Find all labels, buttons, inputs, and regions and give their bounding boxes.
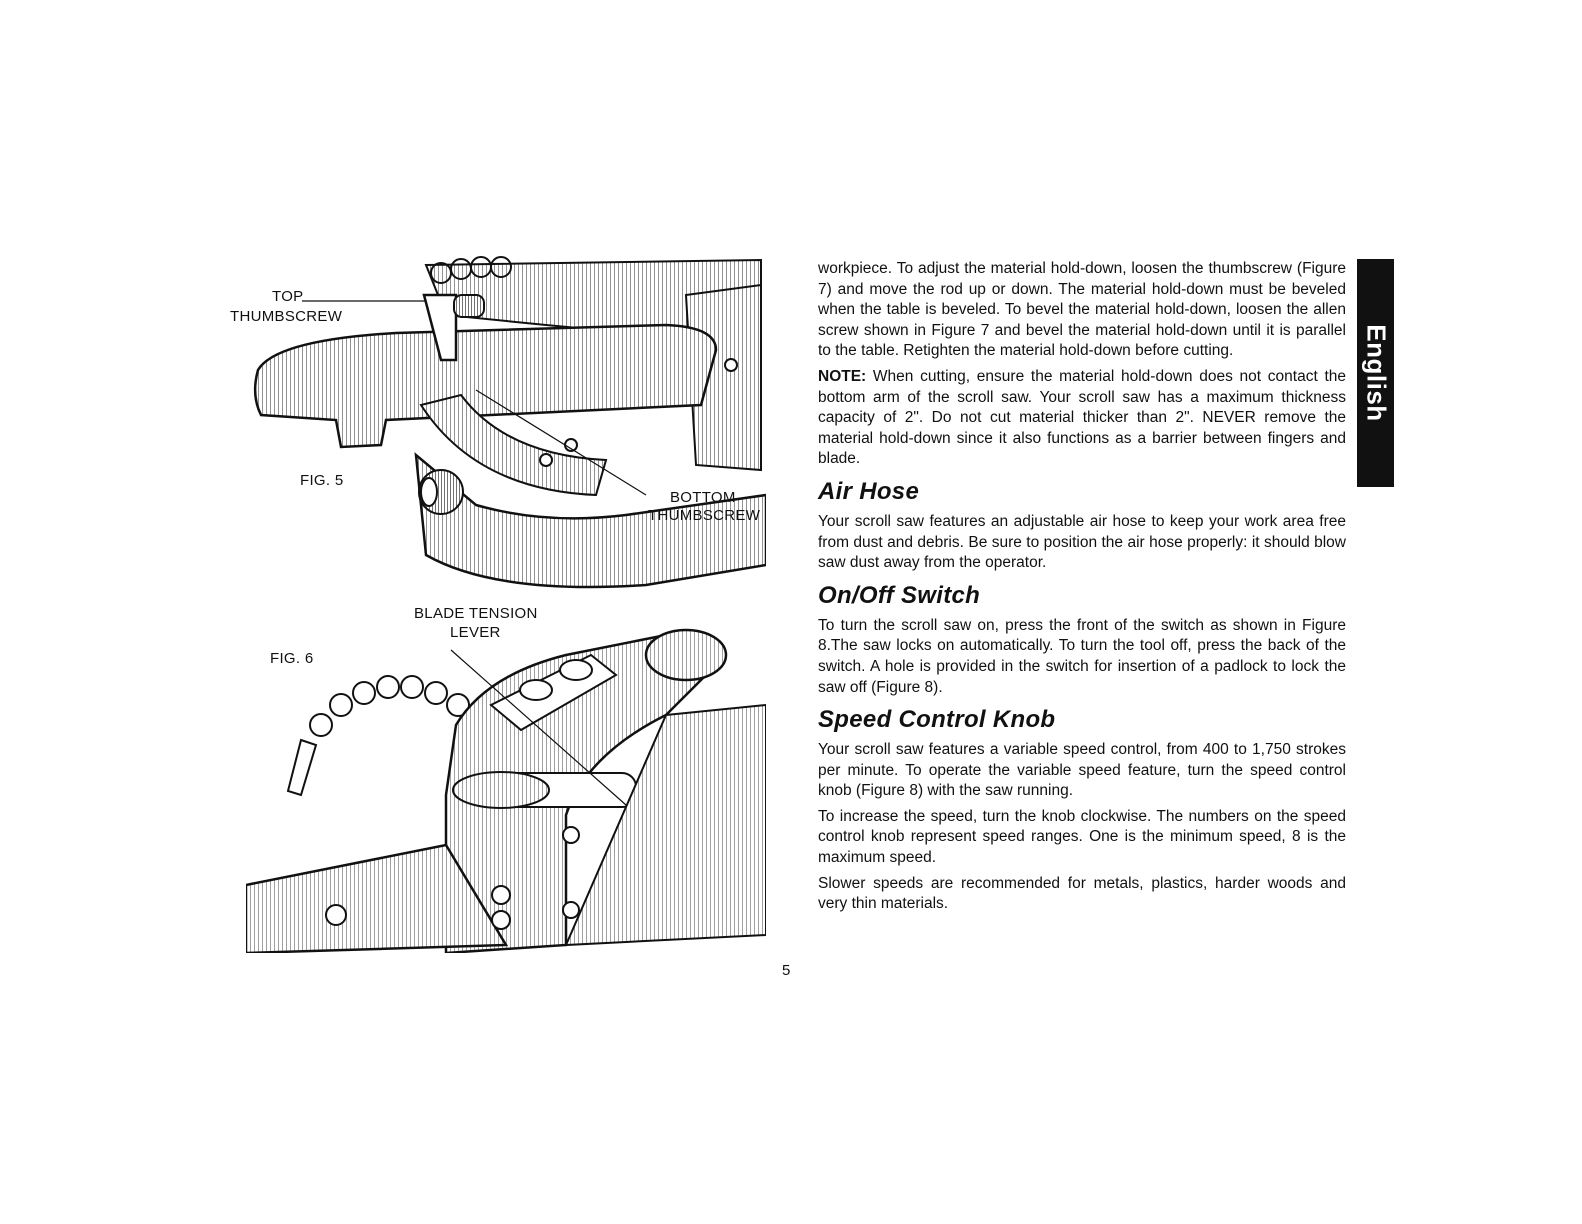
language-tab: [1357, 259, 1394, 487]
lever-label: LEVER: [450, 624, 501, 641]
air-hose-heading: Air Hose: [818, 477, 920, 505]
intro-paragraph: workpiece. To adjust the material hold-down, loosen the thumbscrew (Figure 7) and move the rod up or down. The material hold-down must be beveled when the table is beveled. To bevel the material hold-down, loosen the allen screw shown in Figure 7 and bevel the material hold-down until it is parallel to the table. Retighten the material hold-down before cutting.: [818, 260, 1346, 360]
fig6-caption: FIG. 6: [270, 650, 314, 667]
air-hose-text: Your scroll saw features an adjustable air hose to keep your work area free from dust and debris. Be sure to position the air hose properly: it should blow saw dust away from the operator.: [818, 512, 1346, 572]
on-off-switch-heading: On/Off Switch: [818, 581, 981, 609]
note-text: When cutting, ensure the material hold-down does not contact the bottom arm of the scroll saw. Your scroll saw has a maximum thickness capacity of 2". Do not cut material thicker than 2". NEVER remove the material hold-down since it also functions as a barrier between fingers and blade.: [818, 367, 1346, 468]
top-thumbscrew-label-thumbscrew: THUMBSCREW: [230, 308, 343, 325]
figure-6-illustration: [246, 615, 766, 953]
language-tab-label: English: [1361, 324, 1391, 422]
figure-5-illustration: [246, 255, 766, 595]
speed-control-heading: Speed Control Knob: [818, 706, 1056, 734]
on-off-switch-text: To turn the scroll saw on, press the front of the switch as shown in Figure 8.The saw locks on automatically. To turn the tool off, press the back of the switch. A hole is provided in the switch for insertion of a padlock to lock the saw off (Figure 8).: [818, 616, 1346, 696]
text-column: [818, 259, 1346, 920]
bottom-thumbscrew-label-thumbscrew: THUMBSCREW: [648, 507, 761, 524]
fig5-caption: FIG. 5: [300, 472, 344, 489]
note-paragraph: [818, 367, 1346, 470]
note-label: NOTE:: [818, 367, 867, 385]
speed-control-text-2: To increase the speed, turn the knob clockwise. The numbers on the speed control knob represent speed ranges. One is the minimum speed, 8 is the maximum speed.: [818, 807, 1346, 867]
top-thumbscrew-label-top: TOP: [272, 288, 304, 305]
speed-control-text-1: Your scroll saw features a variable speed control, from 400 to 1,750 strokes per minute. To operate the variable speed feature, turn the speed control knob (Figure 8) with the saw running.: [818, 741, 1346, 800]
blade-tension-label: BLADE TENSION: [414, 605, 538, 622]
bottom-thumbscrew-label-bottom: BOTTOM: [670, 489, 736, 506]
page-number: 5: [782, 962, 791, 979]
speed-control-text-3: Slower speeds are recommended for metals, plastics, harder woods and very thin materials.: [818, 874, 1346, 913]
